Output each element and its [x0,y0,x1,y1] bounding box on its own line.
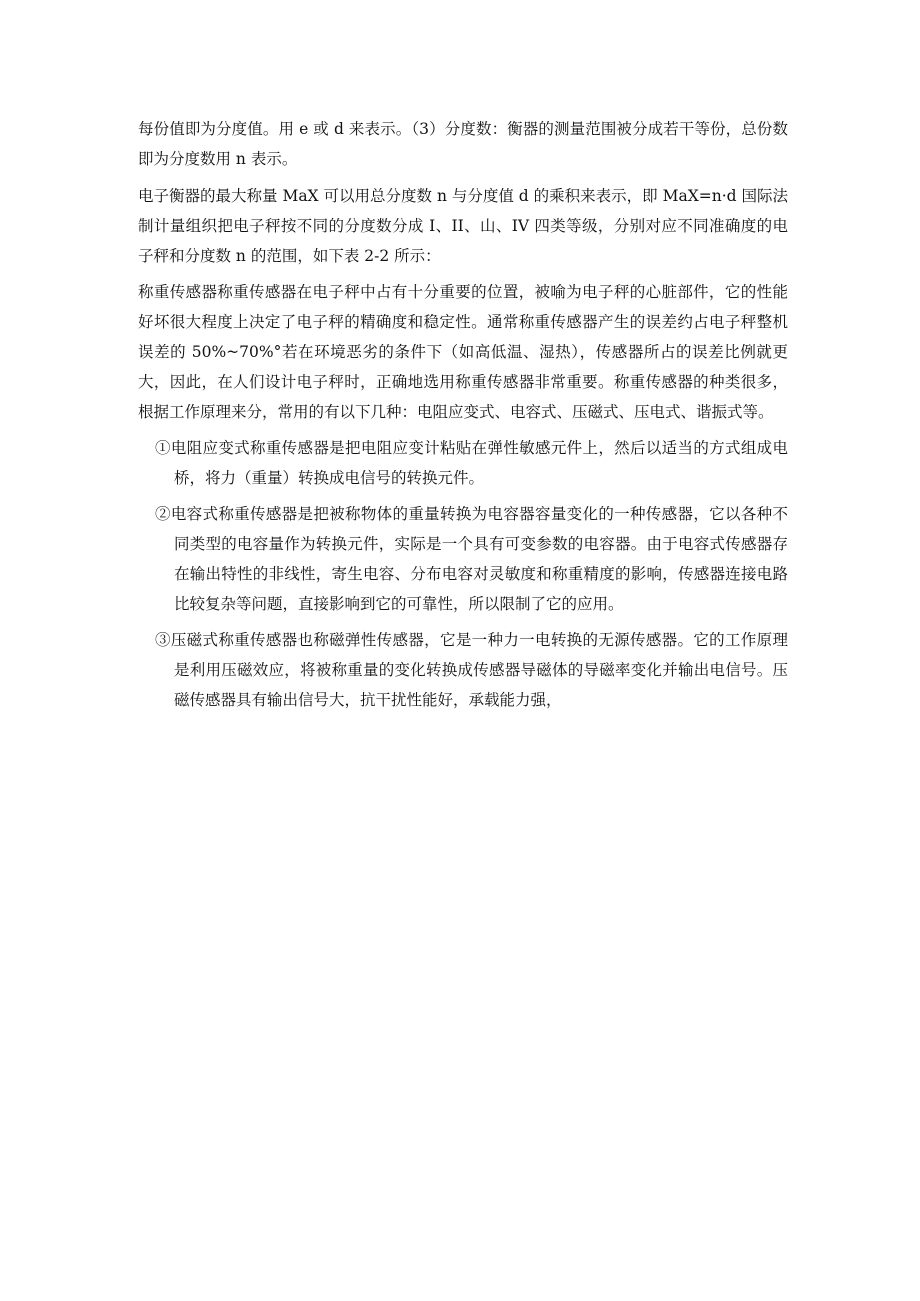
document-body [138,114,788,721]
list-item-magnetoelastic: ③压磁式称重传感器也称磁弹性传感器，它是一种力一电转换的无源传感器。它的工作原理是利用压磁效应，将被称重量的变化转换成传感器导磁体的导磁率变化并输出电信号。压磁传感器具有输出信号大，抗干扰性能好，承载能力强， [155,631,788,709]
list-item-strain-gauge: ①电阻应变式称重传感器是把电阻应变计粘贴在弹性敏感元件上，然后以适当的方式组成电桥，将力（重量）转换成电信号的转换元件。 [155,439,788,487]
paragraph-division-count: 每份值即为分度值。用 e 或 d 来表示。（3）分度数：衡器的测量范围被分成若干等份，总份数即为分度数用 n 表示。 [138,120,788,168]
list-item-capacitive: ②电容式称重传感器是把被称物体的重量转换为电容器容量变化的一种传感器，它以各种不同类型的电容量作为转换元件，实际是一个具有可变参数的电容器。由于电容式传感器存在输出特性的非线性，寄生电容、分布电容对灵敏度和称重精度的影响，传感器连接电路比较复杂等问题，直接影响到它的可靠性，所以限制了它的应用。 [155,505,788,613]
paragraph-max-capacity: 电子衡器的最大称量 MaX 可以用总分度数 n 与分度值 d 的乘积来表示，即 MaX=n·d 国际法制计量组织把电子秤按不同的分度数分成 I、II、山、IV 四类等级，分别对应不同准确度的电子秤和分度数 n 的范围，如下表 2-2 所示： [138,187,788,265]
paragraph-load-cell-intro: 称重传感器称重传感器在电子秤中占有十分重要的位置，被喻为电子秤的心脏部件，它的性能好坏很大程度上决定了电子秤的精确度和稳定性。通常称重传感器产生的误差约占电子秤整机误差的 50%~70%°若在环境恶劣的条件下（如高低温、湿热），传感器所占的误差比例就更大，因此，在人们设计电子秤时，正确地选用称重传感器非常重要。称重传感器的种类很多，根据工作原理来分，常用的有以下几种：电阻应变式、电容式、压磁式、压电式、谐振式等。 [138,283,788,421]
